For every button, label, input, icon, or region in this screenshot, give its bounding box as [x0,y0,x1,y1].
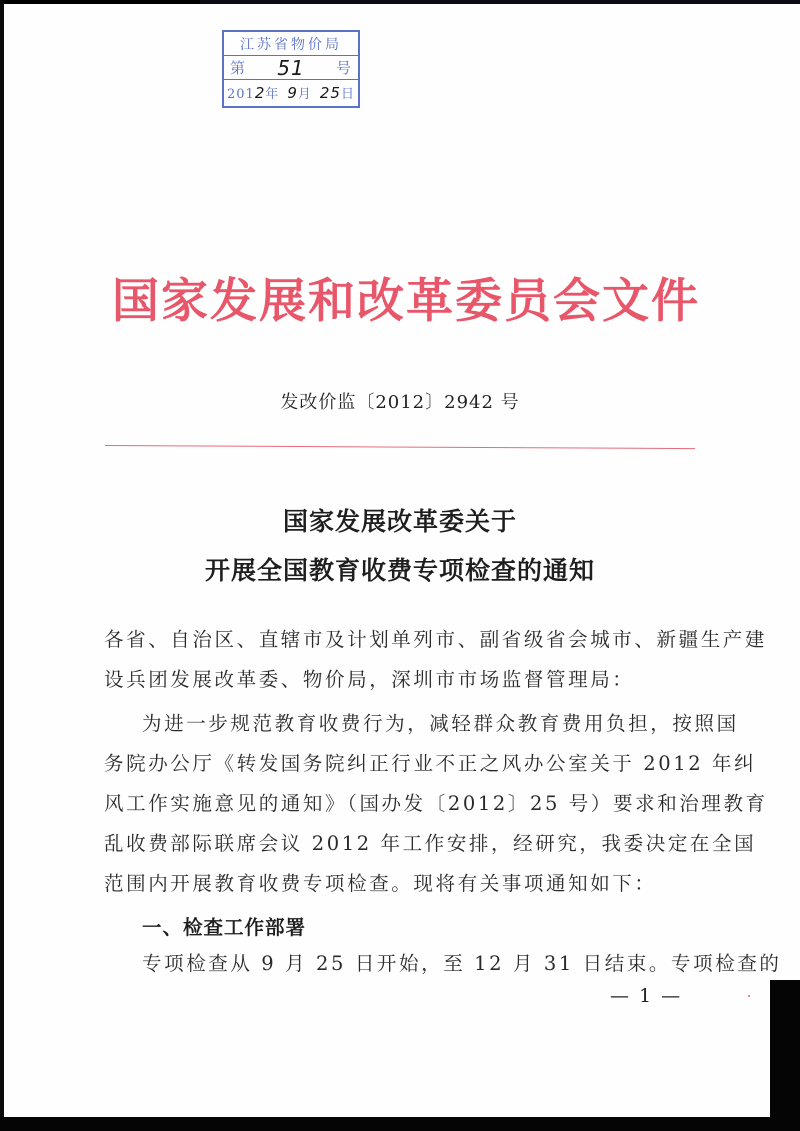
page-number: — 1 — [610,985,683,1007]
stamp-date-row [224,80,358,104]
stamp-day-suffix: 日 [340,86,355,102]
paragraph-line: 专项检查从 9 月 25 日开始，至 12 月 31 日结束。专项检查的 [142,952,782,975]
stamp-number-suffix: 号 [335,59,352,77]
stamp-number-row [224,56,358,80]
scan-border-right [770,980,800,1131]
stamp-month-suffix: 月 [297,86,312,102]
stamp-org: 江苏省物价局 [240,36,342,53]
paragraph-line: 风工作实施意见的通知》（国办发〔2012〕25 号）要求和治理教育 [104,792,768,815]
document-title-line-2: 开展全国教育收费专项检查的通知 [204,556,595,585]
stamp-number-handwritten: 51 [277,55,305,80]
stamp-year-suffix: 年 [265,86,280,102]
issuing-authority-header: 国家发展和改革委员会文件 [112,274,700,329]
addressee-line: 设兵团发展改革委、物价局，深圳市市场监督管理局： [104,668,635,691]
stamp-year-prefix: 201 [227,86,255,102]
scan-speck [748,995,750,997]
paragraph-line: 范围内开展教育收费专项检查。现将有关事项通知如下： [104,872,657,895]
stamp-year-handwritten: 2 [254,83,266,102]
paragraph-line: 为进一步规范教育收费行为，减轻群众教育费用负担，按照国 [142,712,739,735]
paragraph-line: 务院办公厅《转发国务院纠正行业不正之风办公室关于 2012 年纠 [104,752,757,775]
scan-border-bottom [0,1117,800,1131]
document-title-line-1: 国家发展改革委关于 [282,507,517,536]
document-number: 发改价监〔2012〕2942 号 [280,392,520,413]
stamp-day-handwritten: 25 [319,83,341,102]
addressee-line: 各省、自治区、直辖市及计划单列市、副省级省会城市、新疆生产建 [104,628,768,651]
section-heading: 一、检查工作部署 [142,916,307,939]
paragraph-line: 乱收费部际联席会议 2012 年工作安排，经研究，我委决定在全国 [104,832,757,855]
stamp-month-handwritten: 9 [287,83,298,102]
receipt-stamp [222,30,360,108]
stamp-org-row [224,32,358,56]
stamp-number-prefix: 第 [230,59,247,77]
